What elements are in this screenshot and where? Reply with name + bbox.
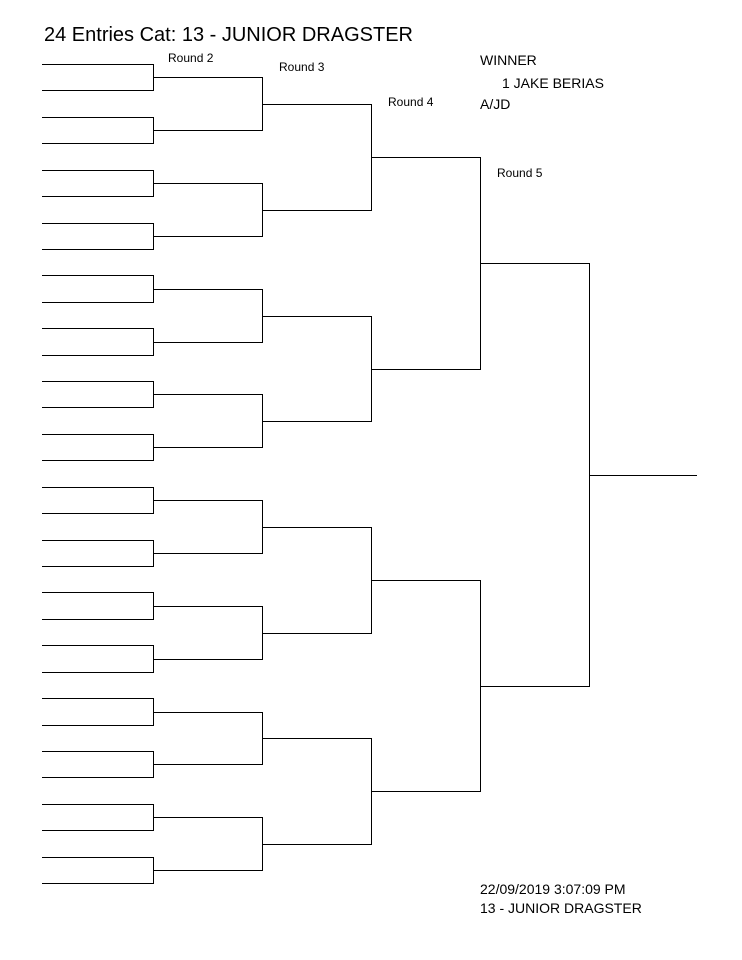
bracket-line <box>153 659 263 660</box>
bracket-line <box>42 302 154 303</box>
bracket-line <box>153 236 263 237</box>
bracket-line <box>42 830 154 831</box>
bracket-line <box>262 738 372 739</box>
bracket-line <box>42 434 154 435</box>
bracket-line <box>153 447 263 448</box>
bracket-line <box>42 487 154 488</box>
bracket-line <box>42 645 154 646</box>
bracket-line <box>42 117 154 118</box>
bracket-line <box>153 870 263 871</box>
bracket-line <box>480 263 590 264</box>
bracket-line <box>42 698 154 699</box>
bracket-line <box>153 289 263 290</box>
bracket-line <box>153 77 263 78</box>
bracket-line <box>153 764 263 765</box>
bracket-line <box>42 592 154 593</box>
bracket-line <box>42 381 154 382</box>
round-2-label: Round 2 <box>168 51 214 65</box>
bracket-line <box>42 460 154 461</box>
bracket-line <box>42 328 154 329</box>
bracket-line <box>42 513 154 514</box>
bracket-line <box>42 540 154 541</box>
bracket-line <box>42 566 154 567</box>
bracket-line <box>262 421 372 422</box>
bracket-line <box>153 183 263 184</box>
bracket-line <box>153 606 263 607</box>
bracket-line <box>42 196 154 197</box>
bracket-line <box>42 777 154 778</box>
bracket-line <box>42 355 154 356</box>
bracket-line <box>589 475 697 476</box>
bracket-line <box>480 686 590 687</box>
bracket-line <box>42 90 154 91</box>
winner-name: 1 JAKE BERIAS <box>502 75 604 91</box>
bracket-line <box>42 619 154 620</box>
bracket-line <box>262 210 372 211</box>
bracket-line <box>153 712 263 713</box>
bracket-line <box>262 316 372 317</box>
bracket-line <box>42 170 154 171</box>
bracket-line <box>262 633 372 634</box>
bracket-line <box>371 580 481 581</box>
bracket-line <box>42 725 154 726</box>
bracket-line <box>262 844 372 845</box>
bracket-line <box>371 157 481 158</box>
page-title: 24 Entries Cat: 13 - JUNIOR DRAGSTER <box>44 24 413 46</box>
footer-class-name: 13 - JUNIOR DRAGSTER <box>480 900 642 916</box>
bracket-line <box>42 223 154 224</box>
bracket-line <box>42 804 154 805</box>
bracket-line <box>42 275 154 276</box>
print-timestamp: 22/09/2019 3:07:09 PM <box>480 881 626 897</box>
bracket-line <box>42 751 154 752</box>
bracket-line <box>42 883 154 884</box>
bracket-line <box>42 407 154 408</box>
bracket-line <box>371 791 481 792</box>
round-5-label: Round 5 <box>497 166 543 180</box>
bracket-line <box>42 672 154 673</box>
bracket-line <box>42 857 154 858</box>
bracket-line <box>42 249 154 250</box>
class-code: A/JD <box>480 96 511 112</box>
bracket-line <box>42 143 154 144</box>
bracket-line <box>153 342 263 343</box>
bracket-line <box>42 64 154 65</box>
winner-heading: WINNER <box>480 52 537 68</box>
bracket-line <box>153 553 263 554</box>
bracket-line <box>153 817 263 818</box>
bracket-line <box>262 527 372 528</box>
bracket-line <box>153 500 263 501</box>
bracket-line <box>153 130 263 131</box>
round-4-label: Round 4 <box>388 95 434 109</box>
bracket-line <box>153 394 263 395</box>
bracket-line <box>371 369 481 370</box>
bracket-line <box>262 104 372 105</box>
round-3-label: Round 3 <box>279 60 325 74</box>
